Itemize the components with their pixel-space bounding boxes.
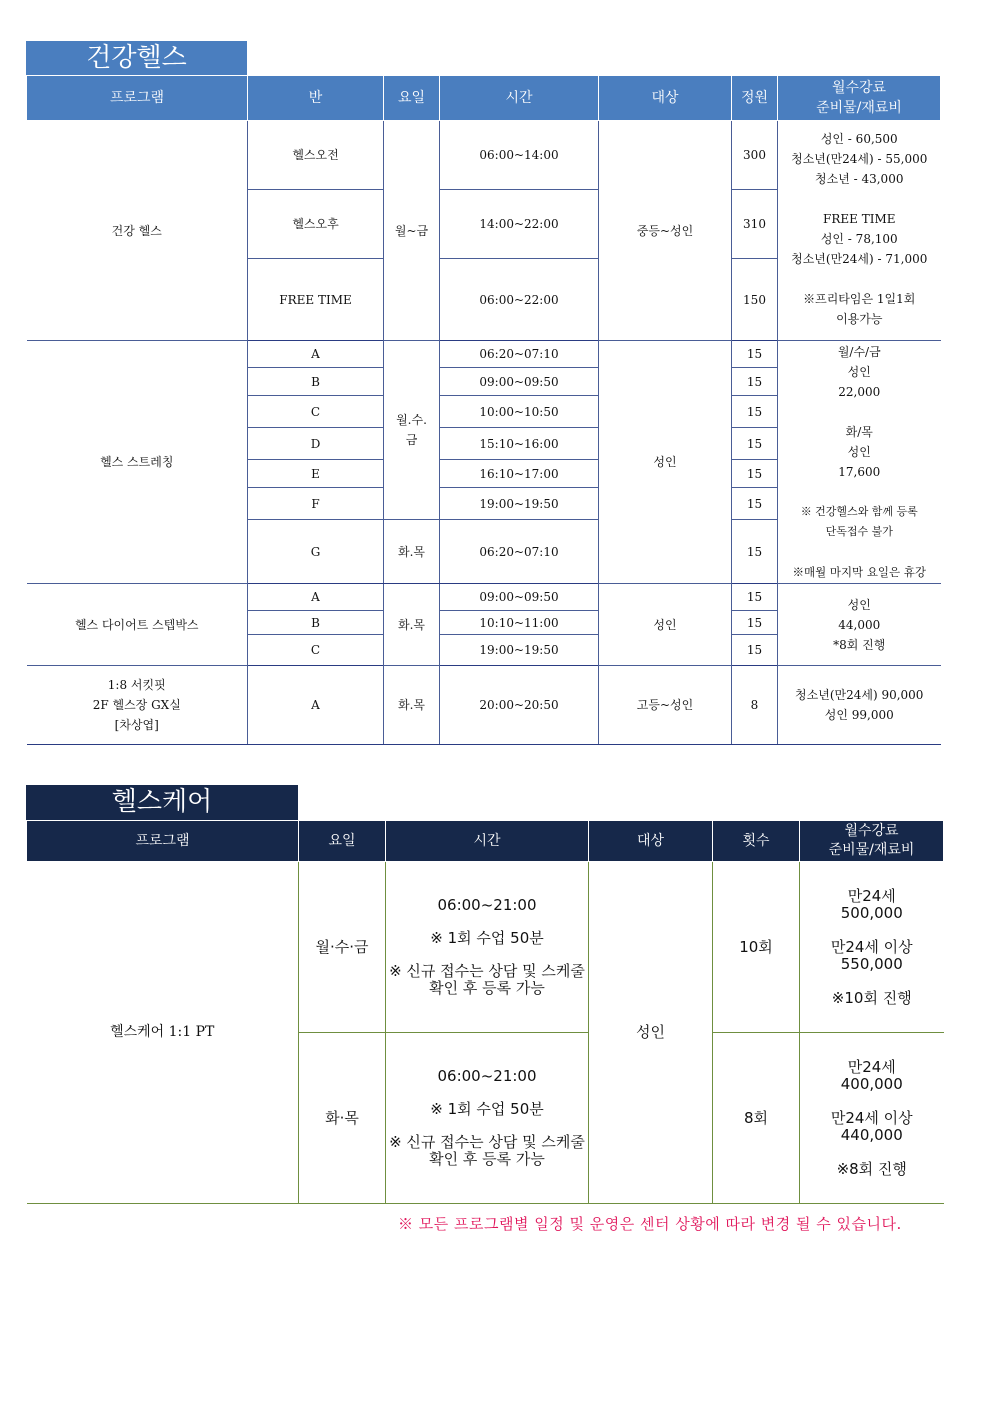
healthcare-table <box>26 820 944 1204</box>
time-cell: 06:00~21:00 ※ 1회 수업 50분 ※ 신규 접수는 상담 및 스케줄 확인 후 등록 가능 <box>386 862 589 1033</box>
capacity-cell: 300 <box>732 121 778 190</box>
class-cell: 헬스오전 <box>248 121 384 190</box>
header-program: 프로그램 <box>27 76 248 121</box>
header-count: 횟수 <box>713 821 800 862</box>
health-schedule-table <box>26 75 941 745</box>
days-cell: 화.목 <box>384 584 440 666</box>
fee-cell: 월/수/금 성인 22,000 화/목 성인 17,600 ※ 건강헬스와 함께 등록 단독접수 불가 ※매월 마지막 요일은 휴강 <box>778 341 941 584</box>
capacity-cell: 15 <box>732 460 778 488</box>
class-cell: D <box>248 428 384 460</box>
class-cell: F <box>248 488 384 520</box>
fee-cell: 성인 44,000 *8회 진행 <box>778 584 941 666</box>
table-header-row <box>27 821 944 862</box>
class-cell: A <box>248 584 384 611</box>
class-cell: E <box>248 460 384 488</box>
capacity-cell: 15 <box>732 428 778 460</box>
table-row <box>27 862 944 1033</box>
time-cell: 19:00~19:50 <box>440 635 599 666</box>
capacity-cell: 8 <box>732 666 778 745</box>
table-row <box>27 666 941 745</box>
time-cell: 09:00~09:50 <box>440 584 599 611</box>
header-program: 프로그램 <box>27 821 299 862</box>
class-cell: 헬스오후 <box>248 190 384 259</box>
class-cell: A <box>248 341 384 368</box>
target-cell: 성인 <box>589 862 713 1204</box>
time-cell: 09:00~09:50 <box>440 368 599 396</box>
days-cell: 월·수·금 <box>299 862 386 1033</box>
fee-cell: 만24세 500,000 만24세 이상 550,000 ※10회 진행 <box>800 862 944 1033</box>
table-row <box>27 121 941 190</box>
class-cell: G <box>248 520 384 584</box>
class-cell: FREE TIME <box>248 259 384 341</box>
time-cell: 06:20~07:10 <box>440 520 599 584</box>
count-cell: 10회 <box>713 862 800 1033</box>
section2-title: 헬스케어 <box>26 785 298 820</box>
class-cell: C <box>248 635 384 666</box>
time-cell: 15:10~16:00 <box>440 428 599 460</box>
time-cell: 06:00~22:00 <box>440 259 599 341</box>
capacity-cell: 150 <box>732 259 778 341</box>
program-name: 헬스 다이어트 스텝박스 <box>27 584 248 666</box>
days-cell: 월.수. 금 <box>384 341 440 520</box>
target-cell: 고등~성인 <box>599 666 732 745</box>
time-cell: 06:00~14:00 <box>440 121 599 190</box>
class-cell: B <box>248 368 384 396</box>
days-cell: 화.목 <box>384 520 440 584</box>
program-name: 헬스 스트레칭 <box>27 341 248 584</box>
program-name: 건강 헬스 <box>27 121 248 341</box>
time-cell: 10:10~11:00 <box>440 611 599 635</box>
header-target: 대상 <box>589 821 713 862</box>
target-cell: 성인 <box>599 341 732 584</box>
header-target: 대상 <box>599 76 732 121</box>
header-fee: 월수강료 준비물/재료비 <box>800 821 944 862</box>
header-days: 요일 <box>384 76 440 121</box>
header-time: 시간 <box>440 76 599 121</box>
days-cell: 월~금 <box>384 121 440 341</box>
time-cell: 06:20~07:10 <box>440 341 599 368</box>
capacity-cell: 15 <box>732 611 778 635</box>
time-cell: 10:00~10:50 <box>440 396 599 428</box>
program-name: 헬스케어 1:1 PT <box>27 862 299 1204</box>
target-cell: 중등~성인 <box>599 121 732 341</box>
table-header-row <box>27 76 941 121</box>
header-capacity: 정원 <box>732 76 778 121</box>
capacity-cell: 15 <box>732 341 778 368</box>
header-days: 요일 <box>299 821 386 862</box>
target-cell: 성인 <box>599 584 732 666</box>
capacity-cell: 15 <box>732 488 778 520</box>
footer-note: ※ 모든 프로그램별 일정 및 운영은 센터 상황에 따라 변경 될 수 있습니다. <box>398 1215 902 1233</box>
time-cell: 14:00~22:00 <box>440 190 599 259</box>
capacity-cell: 15 <box>732 584 778 611</box>
table-row <box>27 584 941 611</box>
header-time: 시간 <box>386 821 589 862</box>
fee-cell: 청소년(만24세) 90,000 성인 99,000 <box>778 666 941 745</box>
days-cell: 화.목 <box>384 666 440 745</box>
class-cell: C <box>248 396 384 428</box>
fee-cell: 성인 - 60,500 청소년(만24세) - 55,000 청소년 - 43,000 FREE TIME 성인 - 78,100 청소년(만24세) - 71,000 ※프리타임은 1일1회 이용가능 <box>778 121 941 341</box>
capacity-cell: 15 <box>732 520 778 584</box>
capacity-cell: 15 <box>732 635 778 666</box>
capacity-cell: 310 <box>732 190 778 259</box>
section1-title: 건강헬스 <box>26 41 247 75</box>
count-cell: 8회 <box>713 1033 800 1204</box>
class-cell: A <box>248 666 384 745</box>
capacity-cell: 15 <box>732 396 778 428</box>
time-cell: 20:00~20:50 <box>440 666 599 745</box>
capacity-cell: 15 <box>732 368 778 396</box>
days-cell: 화·목 <box>299 1033 386 1204</box>
header-class: 반 <box>248 76 384 121</box>
table-row <box>27 341 941 368</box>
header-fee: 월수강료 준비물/재료비 <box>778 76 941 121</box>
time-cell: 16:10~17:00 <box>440 460 599 488</box>
program-name: 1:8 서킷핏 2F 헬스장 GX실 [차상엽] <box>27 666 248 745</box>
time-cell: 19:00~19:50 <box>440 488 599 520</box>
class-cell: B <box>248 611 384 635</box>
fee-cell: 만24세 400,000 만24세 이상 440,000 ※8회 진행 <box>800 1033 944 1204</box>
time-cell: 06:00~21:00 ※ 1회 수업 50분 ※ 신규 접수는 상담 및 스케줄 확인 후 등록 가능 <box>386 1033 589 1204</box>
